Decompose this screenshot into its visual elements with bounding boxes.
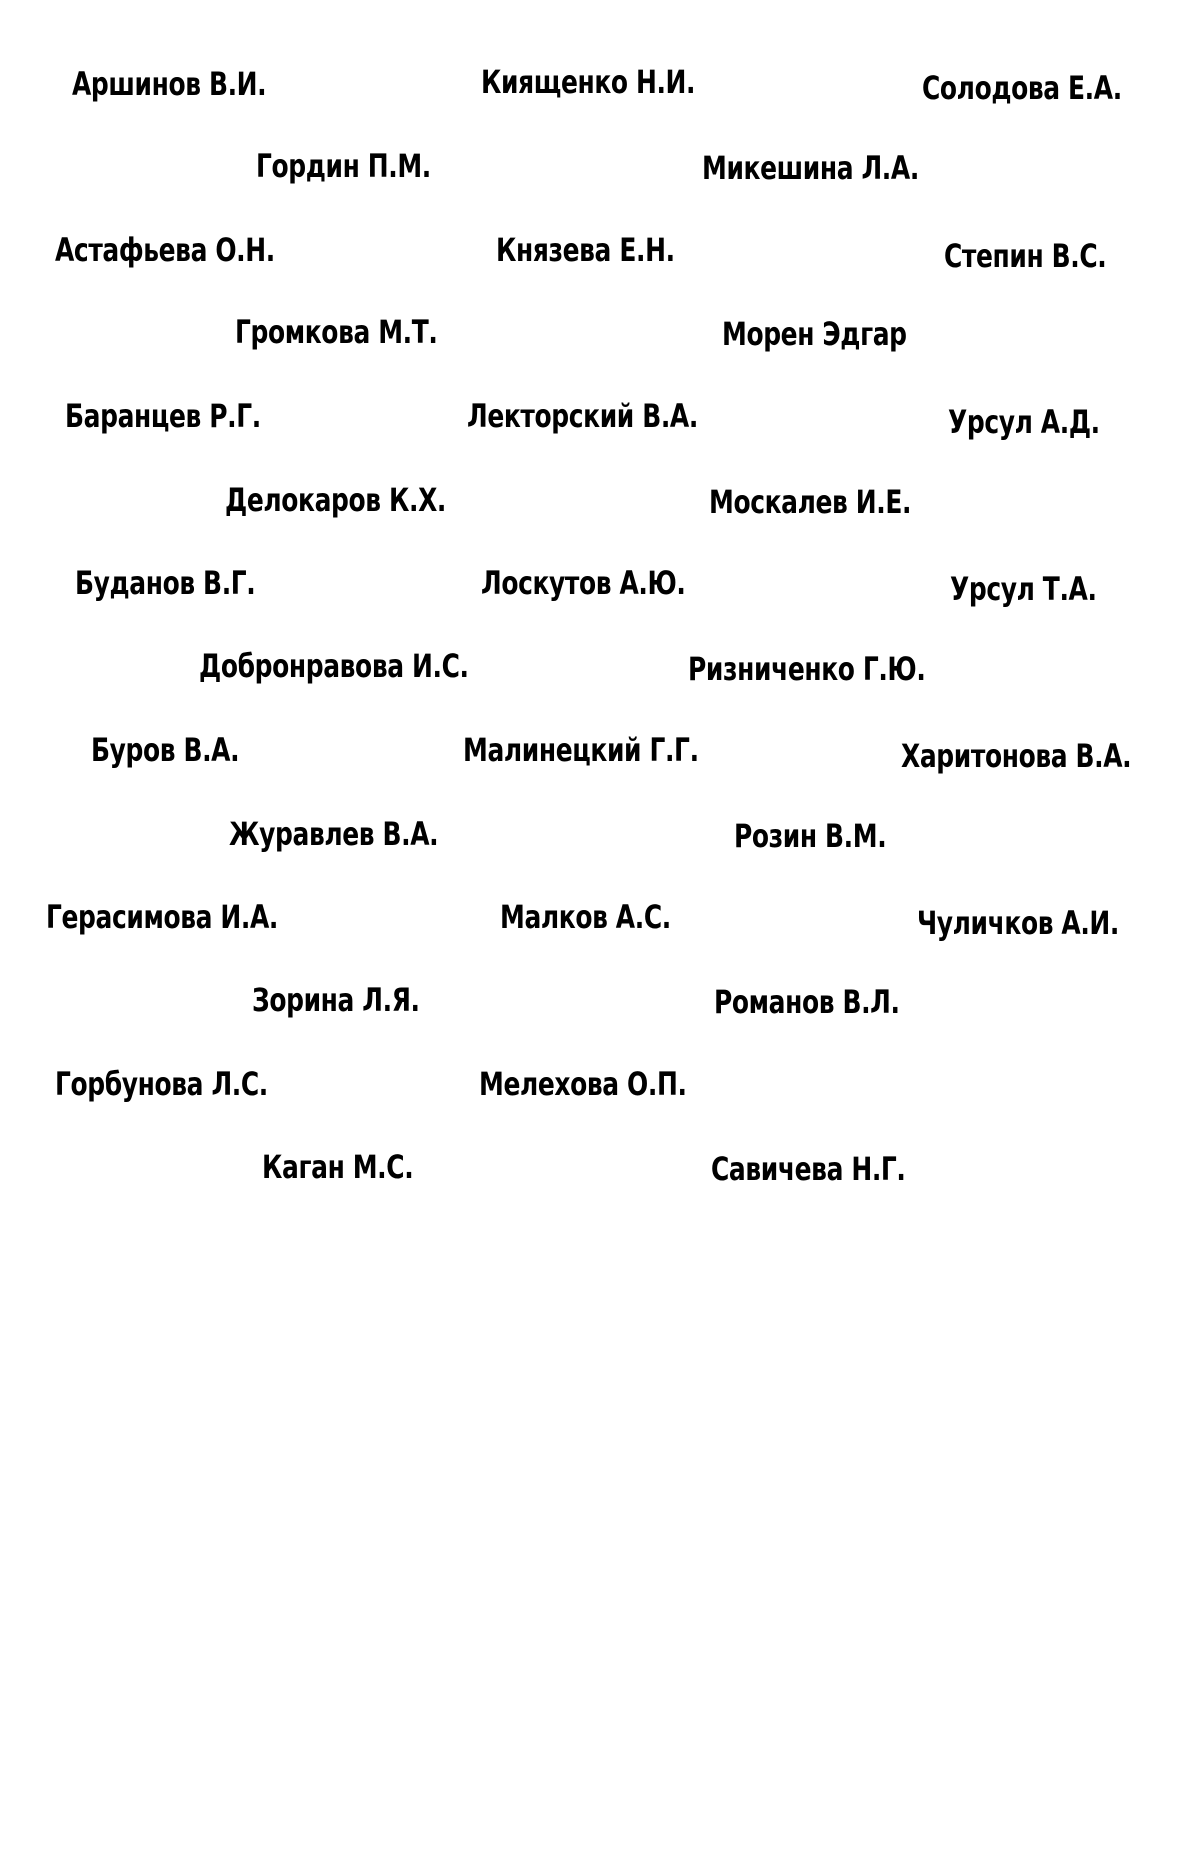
author-name: Солодова Е.А. bbox=[922, 69, 1122, 107]
author-name: Журавлев В.А. bbox=[229, 815, 439, 853]
author-name: Урсул А.Д. bbox=[948, 403, 1100, 441]
author-name: Князева Е.Н. bbox=[496, 231, 675, 269]
author-name: Зорина Л.Я. bbox=[252, 981, 420, 1019]
author-name: Аршинов В.И. bbox=[72, 65, 267, 103]
author-name: Романов В.Л. bbox=[714, 983, 900, 1021]
author-name: Харитонова В.А. bbox=[901, 737, 1132, 775]
author-name: Астафьева О.Н. bbox=[55, 231, 275, 269]
author-name: Добронравова И.С. bbox=[199, 647, 469, 685]
author-name: Гордин П.М. bbox=[256, 147, 431, 185]
author-name: Мелехова О.П. bbox=[479, 1065, 687, 1103]
author-name: Буров В.А. bbox=[91, 731, 240, 769]
author-name: Лоскутов А.Ю. bbox=[481, 564, 686, 602]
author-name: Морен Эдгар bbox=[722, 315, 907, 353]
author-name: Розин В.М. bbox=[734, 817, 887, 855]
author-name: Делокаров К.Х. bbox=[225, 481, 447, 519]
author-name: Малинецкий Г.Г. bbox=[463, 731, 699, 769]
author-name: Баранцев Р.Г. bbox=[65, 397, 261, 435]
author-name: Чуличков А.И. bbox=[917, 904, 1120, 942]
author-name: Малков А.С. bbox=[500, 898, 671, 936]
author-name: Степин В.С. bbox=[944, 237, 1107, 275]
author-name: Горбунова Л.С. bbox=[55, 1065, 268, 1103]
author-name: Урсул Т.А. bbox=[950, 570, 1097, 608]
author-name: Москалев И.Е. bbox=[709, 483, 912, 521]
author-name: Ризниченко Г.Ю. bbox=[688, 650, 926, 688]
author-name: Савичева Н.Г. bbox=[711, 1150, 906, 1188]
author-name: Микешина Л.А. bbox=[702, 149, 919, 187]
author-name: Громкова М.Т. bbox=[235, 313, 438, 351]
author-name: Буданов В.Г. bbox=[75, 564, 256, 602]
author-name: Лекторский В.А. bbox=[467, 397, 698, 435]
author-name: Киященко Н.И. bbox=[481, 63, 696, 101]
author-name: Каган М.С. bbox=[262, 1148, 414, 1186]
author-name: Герасимова И.А. bbox=[46, 898, 279, 936]
